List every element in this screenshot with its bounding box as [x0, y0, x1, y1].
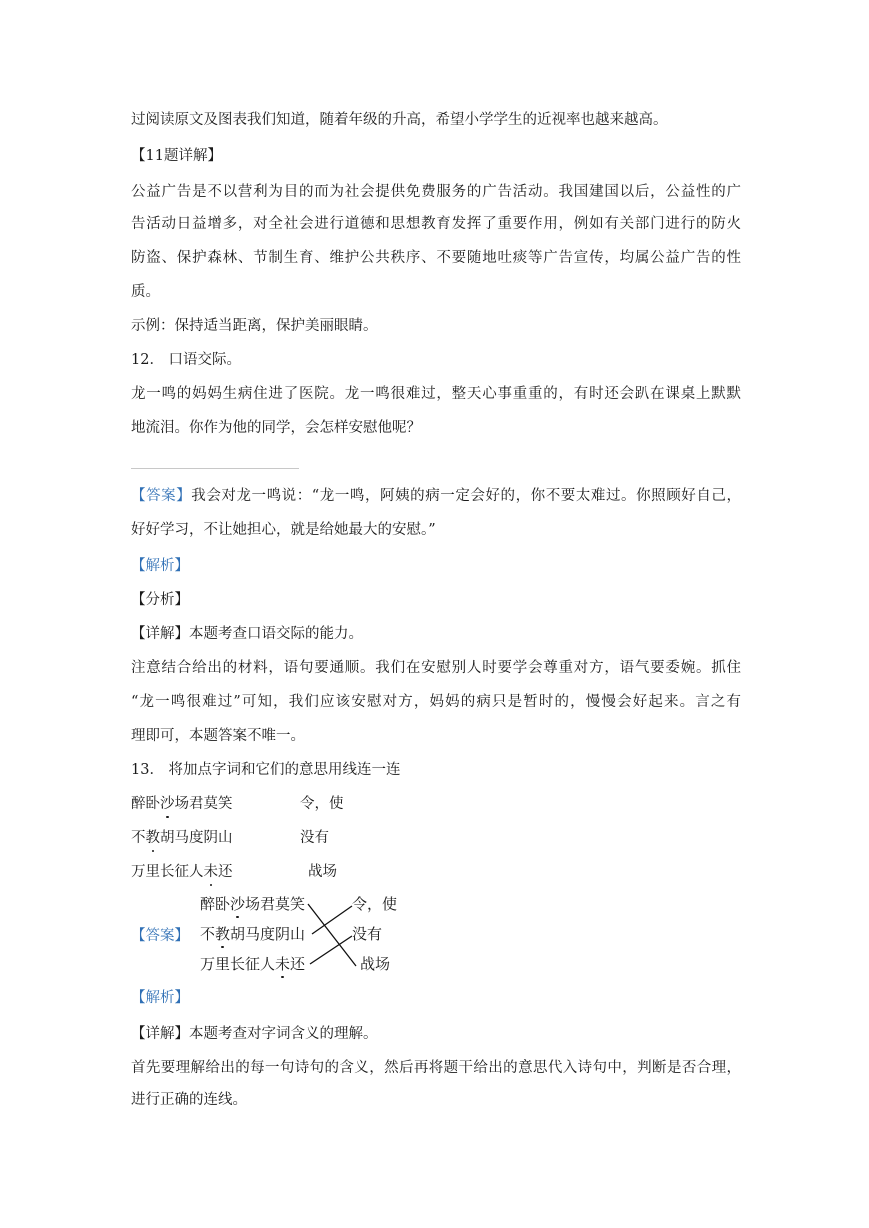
q13-poem-2: 不教胡马度阴山: [131, 830, 233, 846]
para-11-line4: 质。: [131, 284, 160, 300]
answer-tag-13: 【答案】: [131, 928, 189, 944]
answer-figure: [196, 888, 408, 980]
detail-13-para2: 进行正确的连线。: [131, 1092, 247, 1108]
answer-12-line2: 好好学习，不让她担心，就是给她最大的安慰。”: [131, 522, 436, 538]
para-11-line2: 告活动日益增多，对全社会进行道德和思想教育发挥了重要作用，例如有关部门进行的防火: [131, 216, 741, 232]
answer-12-text: 我会对龙一鸣说：“龙一鸣，阿姨的病一定会好的，你不要太难过。你照顾好自己，: [191, 488, 741, 504]
link-jiao-to-lingshi: [312, 906, 352, 934]
question-12-title: 12． 口语交际。: [131, 352, 242, 368]
para-11-line1: 公益广告是不以营利为目的而为社会提供免费服务的广告活动。我国建国以后，公益性的广: [131, 184, 741, 200]
detail-12-para3: 理即可，本题答案不唯一。: [131, 728, 305, 744]
answer-12-line1: [131, 486, 741, 506]
detail-12-para2: “龙一鸣很难过”可知，我们应该安慰对方，妈妈的病只是暂时的，慢慢会好起来。言之有: [131, 694, 741, 710]
link-sha-to-zhanchang: [308, 904, 356, 966]
line-1: 过阅读原文及图表我们知道，随着年级的升高，希望小学学生的近视率也越来越高。: [131, 112, 668, 128]
q13-meaning-1: 令，使: [300, 796, 344, 812]
analysis-tag-13: 【解析】: [131, 990, 189, 1006]
fig-poem-1: 醉卧沙场君莫笑: [200, 895, 306, 913]
fig-meaning-1: 令，使: [352, 895, 398, 913]
fig-meaning-2: 没有: [352, 925, 383, 943]
detail-13-para1: 首先要理解给出的每一句诗句的含义，然后再将题干给出的意思代入诗句中，判断是否合理，: [131, 1060, 741, 1076]
question-12-line2: 地流泪。你作为他的同学，会怎样安慰他呢？: [131, 420, 421, 436]
q13-meaning-2: 没有: [300, 830, 329, 846]
question-12-line1: 龙一鸣的妈妈生病住进了医院。龙一鸣很难过，整天心事重重的，有时还会趴在课桌上默默: [131, 386, 741, 402]
q13-meaning-3: 战场: [308, 864, 337, 880]
fig-poem-3: 万里长征人未还: [200, 955, 306, 973]
detail-12-line: 【详解】本题考查口语交际的能力。: [131, 626, 363, 642]
question-13-title: 13． 将加点字词和它们的意思用线连一连: [131, 762, 401, 778]
separator-rule: [131, 468, 299, 469]
detail-12-para1: 注意结合给出的材料，语句要通顺。我们在安慰别人时要学会尊重对方，语气要委婉。抓住: [131, 660, 741, 676]
para-11-line3: 防盗、保护森林、节制生育、维护公共秩序、不要随地吐痰等广告宣传，均属公益广告的性: [131, 250, 741, 266]
q13-poem-1: 醉卧沙场君莫笑: [131, 796, 233, 812]
fenxi-tag: 【分析】: [131, 592, 189, 608]
detail-13-line: 【详解】本题考查对字词含义的理解。: [131, 1026, 378, 1042]
link-wei-to-meiyou: [310, 936, 352, 964]
example-line: 示例：保持适当距离，保护美丽眼睛。: [131, 318, 378, 334]
fig-meaning-3: 战场: [360, 955, 391, 973]
analysis-tag-12: 【解析】: [131, 558, 189, 574]
q13-poem-3: 万里长征人未还: [131, 864, 233, 880]
heading-11-detail: 【11题详解】: [131, 148, 222, 164]
answer-tag: 【答案】: [131, 488, 192, 504]
fig-poem-2: 不教胡马度阴山: [200, 925, 306, 943]
